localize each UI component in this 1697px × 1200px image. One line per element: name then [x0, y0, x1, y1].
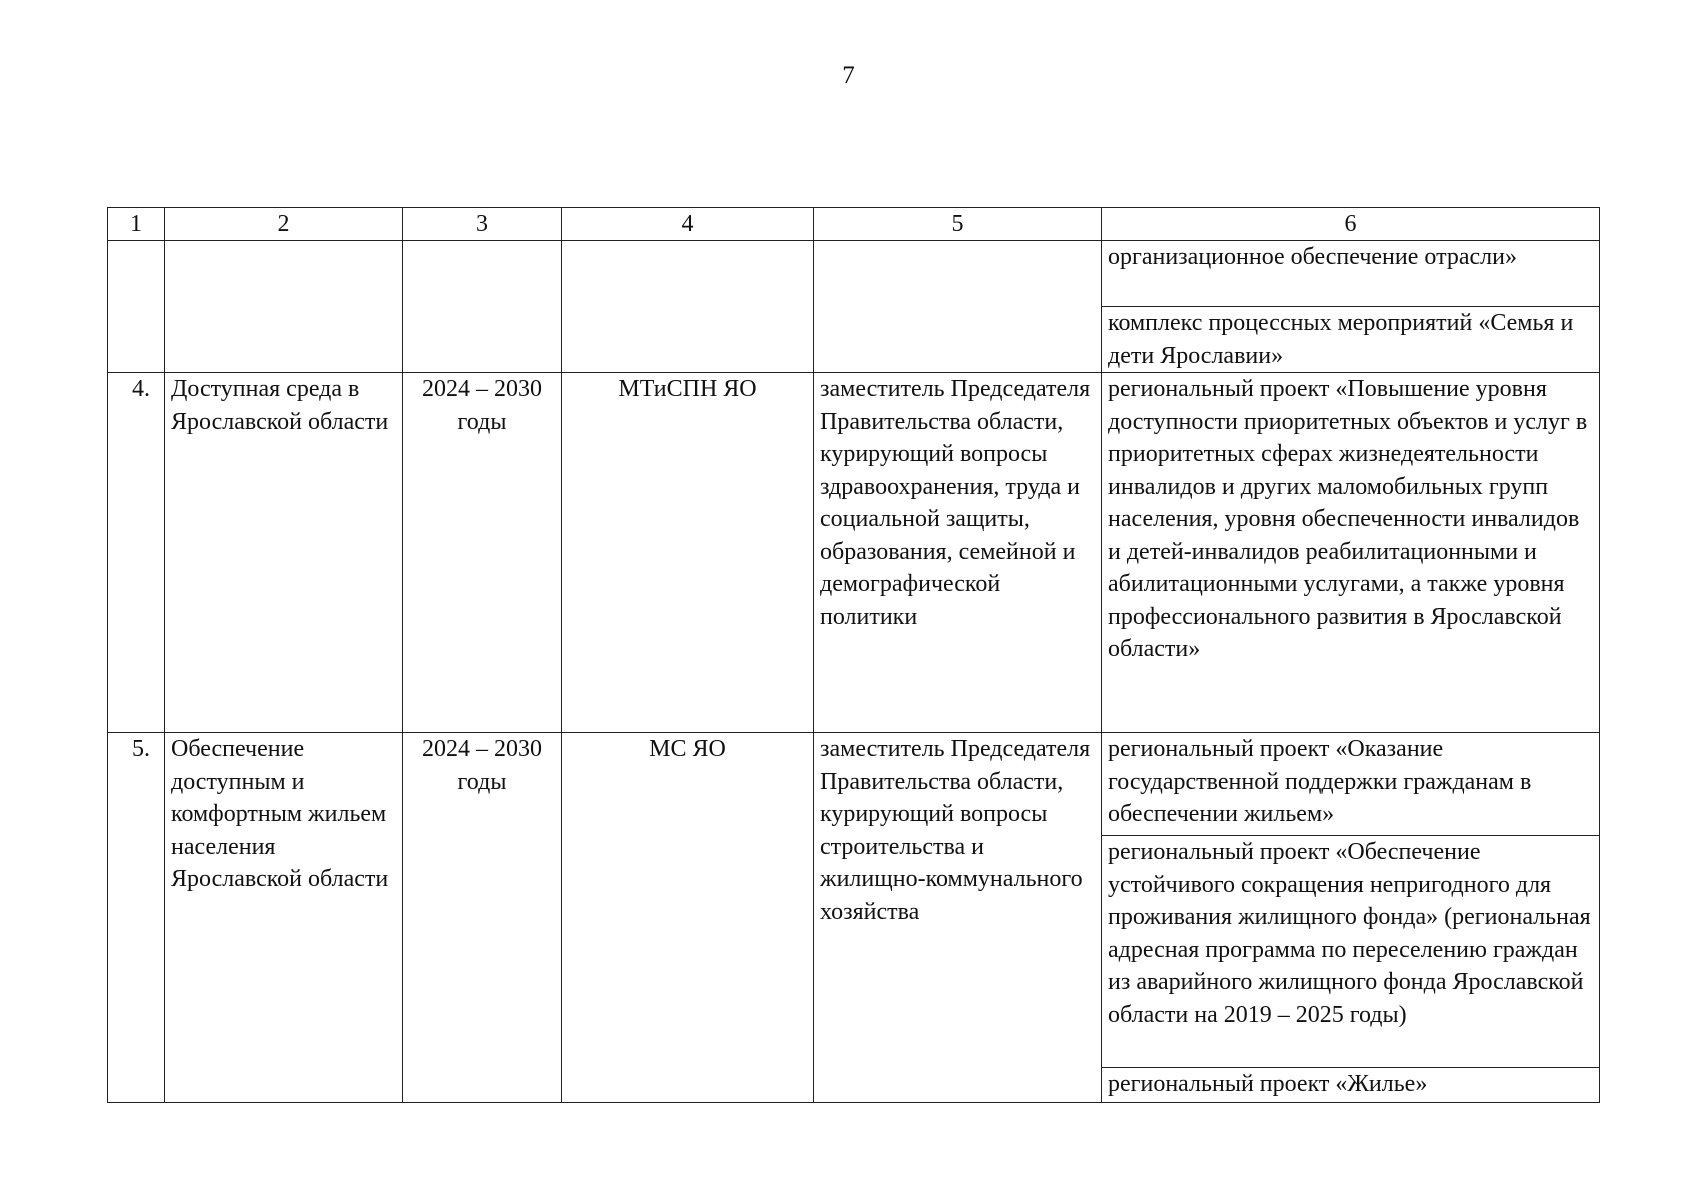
page-number: 7	[842, 62, 855, 89]
table-row-4	[108, 373, 1600, 733]
header-cell-1: 1	[108, 208, 165, 241]
cell-number: 5.	[108, 733, 165, 1103]
cell-project: региональный проект «Повышение уровня доступности приоритетных объектов и услуг в приоритетных сферах жизнедеятельности инвалидов и других маломобильных групп населения, уровня обеспеченности инвалидов и детей-инвалидов реабилитационными и абилитационными услугами, а также уровня профессионального развития в Ярославской области»	[1102, 373, 1600, 733]
cell-empty	[165, 241, 403, 373]
table-row-5	[108, 733, 1600, 836]
cell-executor: МТиСПН ЯО	[562, 373, 814, 733]
cell-empty	[814, 241, 1102, 373]
cell-empty	[108, 241, 165, 373]
header-cell-6: 6	[1102, 208, 1600, 241]
cell-executor: МС ЯО	[562, 733, 814, 1103]
header-cell-5: 5	[814, 208, 1102, 241]
cell-number: 4.	[108, 373, 165, 733]
cell-project: организационное обеспечение отрасли»	[1102, 241, 1600, 307]
header-cell-2: 2	[165, 208, 403, 241]
cell-empty	[403, 241, 562, 373]
cell-period: 2024 – 2030 годы	[403, 733, 562, 1103]
programs-table	[107, 207, 1600, 1103]
cell-project: региональный проект «Оказание государственной поддержки гражданам в обеспечении жильем»	[1102, 733, 1600, 836]
cell-project: региональный проект «Жилье»	[1102, 1068, 1600, 1103]
header-cell-4: 4	[562, 208, 814, 241]
cell-curator: заместитель Председателя Правительства области, курирующий вопросы здравоохранения, труда и социальной защиты, образования, семейной и демографической политики	[814, 373, 1102, 733]
header-cell-3: 3	[403, 208, 562, 241]
cell-project: региональный проект «Обеспечение устойчивого сокращения непригодного для проживания жилищного фонда» (региональная адресная программа по переселению граждан из аварийного жилищного фонда Ярославской области на 2019 – 2025 годы)	[1102, 836, 1600, 1068]
cell-period: 2024 – 2030 годы	[403, 373, 562, 733]
cell-program-name: Обеспечение доступным и комфортным жильем населения Ярославской области	[165, 733, 403, 1103]
table-row	[108, 241, 1600, 307]
cell-program-name: Доступная среда в Ярославской области	[165, 373, 403, 733]
header-row	[108, 208, 1600, 241]
cell-project: комплекс процессных мероприятий «Семья и дети Ярославии»	[1102, 307, 1600, 373]
cell-curator: заместитель Председателя Правительства области, курирующий вопросы строительства и жилищно-коммунального хозяйства	[814, 733, 1102, 1103]
cell-empty	[562, 241, 814, 373]
